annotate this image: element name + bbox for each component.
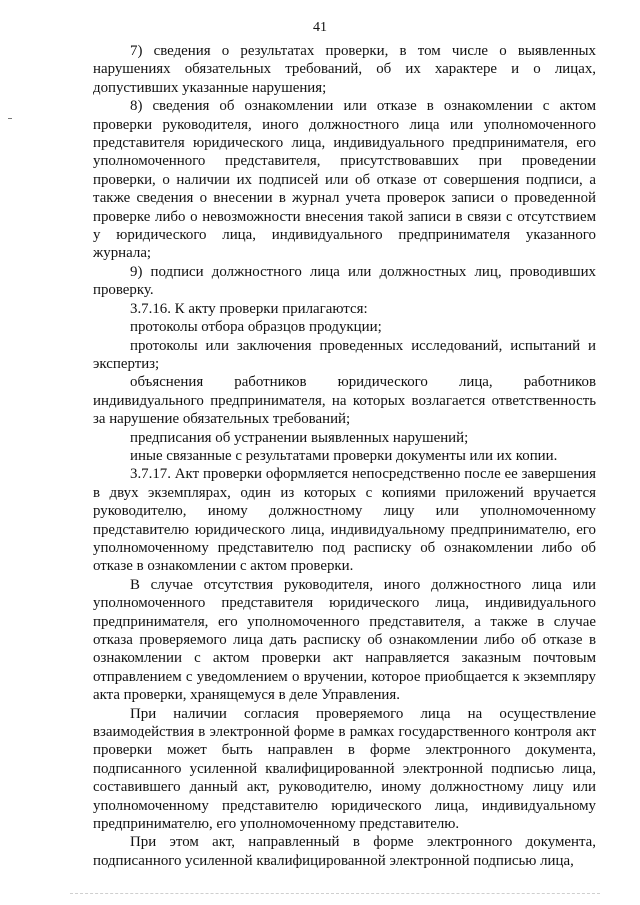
footer-divider — [70, 893, 600, 894]
paragraph-3-7-17: 3.7.17. Акт проверки оформляется непосредственно после ее завершения в двух экземплярах, один из которых с копиями приложений вручается руководителю, иному должностному лицу или уполномоченному представителю юридического лица, индивидуальному предпринимателю, его уполномоченному представителю под расписку об ознакомлении либо об отказе в ознакомлении с актом проверки. — [93, 466, 596, 575]
list-item-orders: предписания об устранении выявленных нарушений; — [130, 429, 469, 446]
list-item-sampling-protocols: протоколы отбора образцов продукции; — [130, 319, 382, 336]
paragraph-item-8: 8) сведения об ознакомлении или отказе в ознакомлении с актом проверки руководителя, иного должностного лица или уполномоченного представителя юридического лица, индивидуального предпринимателя, его уполномоченного представителя, присутствовавших при проведении проверки, о наличии их подписей или об отказе от совершения подписи, а также сведения о внесении в журнал учета проверок записи о проведенной проверке либо о невозможности внесения такой записи в связи с отсутствием у юридического лица, индивидуального предпринимателя указанного журнала; — [93, 98, 596, 262]
paragraph-electronic-form: При наличии согласия проверяемого лица на осуществление взаимодействия в электронной форме в рамках государственного контроля акт проверки может быть направлен в форме электронного документа, подписанного усиленной квалифицированной электронной подписью лица, составившего данный акт, руководителю, иному должностному лицу или уполномоченному представителю юридического лица, индивидуальному предпринимателю, его уполномоченному представителю. — [93, 705, 596, 833]
page-number: 41 — [313, 20, 327, 35]
paragraph-3-7-16: 3.7.16. К акту проверки прилагаются: — [130, 300, 368, 317]
list-item-research-protocols: протоколы или заключения проведенных исследований, испытаний и экспертиз; — [93, 337, 596, 372]
paragraph-electronic-document: При этом акт, направленный в форме электронного документа, подписанного усиленной квалифицированной электронной подписью лица, — [93, 834, 596, 869]
margin-mark — [8, 118, 12, 119]
list-item-explanations: объяснения работников юридического лица, работников индивидуального предпринимателя, на которых возлагается ответственность за нарушение обязательных требований; — [93, 374, 596, 428]
paragraph-item-7: 7) сведения о результатах проверки, в том числе о выявленных нарушениях обязательных требований, об их характере и о лицах, допустивших указанные нарушения; — [93, 43, 596, 96]
paragraph-absence-case: В случае отсутствия руководителя, иного должностного лица или уполномоченного представителя юридического лица, индивидуального предпринимателя, его уполномоченного представителя, а также в случае отказа проверяемого лица дать расписку об ознакомлении либо об отказе в ознакомлении с актом проверки акт направляется заказным почтовым отправлением с уведомлением о вручении, которое приобщается к экземпляру акта проверки, хранящемуся в деле Управления. — [93, 576, 596, 704]
list-item-other-documents: иные связанные с результатами проверки документы или их копии. — [130, 447, 558, 464]
paragraph-item-9: 9) подписи должностного лица или должностных лиц, проводивших проверку. — [93, 263, 596, 299]
document-body — [93, 42, 596, 870]
